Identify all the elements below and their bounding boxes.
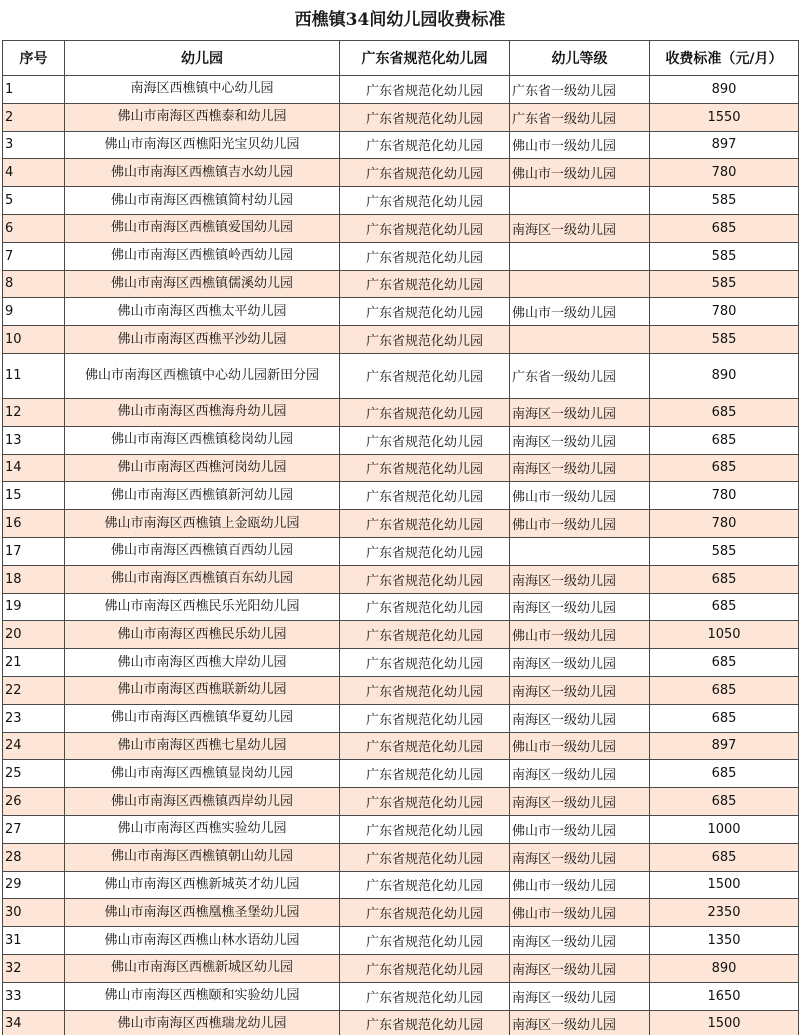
cell-level <box>510 326 650 354</box>
cell-cert: 广东省规范化幼儿园 <box>340 565 510 593</box>
header-name: 幼儿园 <box>65 41 340 76</box>
cell-cert: 广东省规范化幼儿园 <box>340 760 510 788</box>
table-row <box>3 565 799 593</box>
cell-no: 19 <box>3 593 65 621</box>
cell-level <box>510 242 650 270</box>
cell-cert: 广东省规范化幼儿园 <box>340 454 510 482</box>
cell-level: 南海区一级幼儿园 <box>510 788 650 816</box>
cell-name: 佛山市南海区西樵太平幼儿园 <box>65 298 340 326</box>
cell-cert: 广东省规范化幼儿园 <box>340 954 510 982</box>
cell-name: 佛山市南海区西樵大岸幼儿园 <box>65 649 340 677</box>
cell-no: 7 <box>3 242 65 270</box>
cell-fee: 890 <box>650 76 799 104</box>
cell-cert: 广东省规范化幼儿园 <box>340 899 510 927</box>
cell-cert: 广东省规范化幼儿园 <box>340 353 510 398</box>
table-header <box>3 41 799 76</box>
cell-name: 佛山市南海区西樵新城英才幼儿园 <box>65 871 340 899</box>
cell-level: 南海区一级幼儿园 <box>510 426 650 454</box>
table-row <box>3 760 799 788</box>
cell-cert: 广东省规范化幼儿园 <box>340 510 510 538</box>
cell-level: 广东省一级幼儿园 <box>510 76 650 104</box>
cell-cert: 广东省规范化幼儿园 <box>340 159 510 187</box>
table-row <box>3 899 799 927</box>
table-row <box>3 270 799 298</box>
cell-cert: 广东省规范化幼儿园 <box>340 649 510 677</box>
table-row <box>3 159 799 187</box>
cell-cert: 广东省规范化幼儿园 <box>340 103 510 131</box>
cell-fee: 685 <box>650 843 799 871</box>
cell-level: 南海区一级幼儿园 <box>510 676 650 704</box>
cell-fee: 1650 <box>650 982 799 1010</box>
cell-fee: 685 <box>650 676 799 704</box>
cell-no: 34 <box>3 1010 65 1035</box>
cell-name: 佛山市南海区西樵镇简村幼儿园 <box>65 187 340 215</box>
cell-name: 佛山市南海区西樵凰樵圣堡幼儿园 <box>65 899 340 927</box>
cell-fee: 685 <box>650 760 799 788</box>
table-row <box>3 353 799 398</box>
table-row <box>3 621 799 649</box>
cell-name: 佛山市南海区西樵镇朝山幼儿园 <box>65 843 340 871</box>
table-row <box>3 510 799 538</box>
table-row <box>3 704 799 732</box>
cell-no: 21 <box>3 649 65 677</box>
table-row <box>3 454 799 482</box>
cell-cert: 广东省规范化幼儿园 <box>340 426 510 454</box>
cell-name: 佛山市南海区西樵镇上金瓯幼儿园 <box>65 510 340 538</box>
cell-level: 佛山市一级幼儿园 <box>510 298 650 326</box>
cell-no: 32 <box>3 954 65 982</box>
cell-fee: 585 <box>650 187 799 215</box>
cell-level: 南海区一级幼儿园 <box>510 214 650 242</box>
cell-name: 佛山市南海区西樵海舟幼儿园 <box>65 398 340 426</box>
cell-level: 佛山市一级幼儿园 <box>510 159 650 187</box>
cell-fee: 685 <box>650 426 799 454</box>
table-body <box>3 76 799 1035</box>
cell-name: 佛山市南海区西樵平沙幼儿园 <box>65 326 340 354</box>
header-no: 序号 <box>3 41 65 76</box>
cell-level: 南海区一级幼儿园 <box>510 982 650 1010</box>
cell-name: 佛山市南海区西樵镇百东幼儿园 <box>65 565 340 593</box>
cell-fee: 1550 <box>650 103 799 131</box>
cell-fee: 780 <box>650 159 799 187</box>
cell-fee: 585 <box>650 326 799 354</box>
table-row <box>3 871 799 899</box>
cell-cert: 广东省规范化幼儿园 <box>340 187 510 215</box>
cell-level: 佛山市一级幼儿园 <box>510 131 650 159</box>
cell-no: 1 <box>3 76 65 104</box>
header-fee: 收费标准（元/月） <box>650 41 799 76</box>
table-row <box>3 398 799 426</box>
table-row <box>3 732 799 760</box>
cell-cert: 广东省规范化幼儿园 <box>340 131 510 159</box>
cell-cert: 广东省规范化幼儿园 <box>340 537 510 565</box>
cell-cert: 广东省规范化幼儿园 <box>340 326 510 354</box>
cell-name: 佛山市南海区西樵山林水语幼儿园 <box>65 927 340 955</box>
header-cert: 广东省规范化幼儿园 <box>340 41 510 76</box>
cell-fee: 1350 <box>650 927 799 955</box>
cell-no: 15 <box>3 482 65 510</box>
cell-cert: 广东省规范化幼儿园 <box>340 815 510 843</box>
cell-name: 佛山市南海区西樵镇岭西幼儿园 <box>65 242 340 270</box>
cell-name: 佛山市南海区西樵阳光宝贝幼儿园 <box>65 131 340 159</box>
cell-no: 26 <box>3 788 65 816</box>
cell-no: 33 <box>3 982 65 1010</box>
table-row <box>3 187 799 215</box>
cell-cert: 广东省规范化幼儿园 <box>340 704 510 732</box>
cell-level: 佛山市一级幼儿园 <box>510 815 650 843</box>
cell-level <box>510 537 650 565</box>
cell-level: 南海区一级幼儿园 <box>510 954 650 982</box>
cell-level: 南海区一级幼儿园 <box>510 927 650 955</box>
header-level: 幼儿等级 <box>510 41 650 76</box>
cell-no: 31 <box>3 927 65 955</box>
cell-name: 佛山市南海区西樵七星幼儿园 <box>65 732 340 760</box>
cell-no: 5 <box>3 187 65 215</box>
cell-no: 29 <box>3 871 65 899</box>
cell-no: 17 <box>3 537 65 565</box>
table-row <box>3 482 799 510</box>
cell-level: 南海区一级幼儿园 <box>510 649 650 677</box>
cell-no: 11 <box>3 353 65 398</box>
cell-cert: 广东省规范化幼儿园 <box>340 593 510 621</box>
cell-level: 佛山市一级幼儿园 <box>510 871 650 899</box>
cell-no: 28 <box>3 843 65 871</box>
cell-cert: 广东省规范化幼儿园 <box>340 482 510 510</box>
cell-name: 佛山市南海区西樵民乐幼儿园 <box>65 621 340 649</box>
cell-fee: 897 <box>650 131 799 159</box>
cell-level: 南海区一级幼儿园 <box>510 760 650 788</box>
cell-level: 广东省一级幼儿园 <box>510 103 650 131</box>
cell-name: 佛山市南海区西樵镇儒溪幼儿园 <box>65 270 340 298</box>
cell-no: 20 <box>3 621 65 649</box>
cell-no: 13 <box>3 426 65 454</box>
cell-name: 佛山市南海区西樵镇中心幼儿园新田分园 <box>65 353 340 398</box>
cell-no: 12 <box>3 398 65 426</box>
table-row <box>3 593 799 621</box>
table-row <box>3 1010 799 1035</box>
cell-level: 南海区一级幼儿园 <box>510 593 650 621</box>
cell-name: 佛山市南海区西樵新城区幼儿园 <box>65 954 340 982</box>
table-row <box>3 815 799 843</box>
cell-no: 22 <box>3 676 65 704</box>
cell-cert: 广东省规范化幼儿园 <box>340 676 510 704</box>
page-title: 西樵镇34间幼儿园收费标准 <box>294 10 506 30</box>
table-row <box>3 76 799 104</box>
cell-name: 佛山市南海区西樵瑞龙幼儿园 <box>65 1010 340 1035</box>
cell-fee: 685 <box>650 565 799 593</box>
cell-fee: 685 <box>650 454 799 482</box>
cell-name: 佛山市南海区西樵镇显岗幼儿园 <box>65 760 340 788</box>
cell-cert: 广东省规范化幼儿园 <box>340 1010 510 1035</box>
cell-fee: 585 <box>650 537 799 565</box>
cell-level: 佛山市一级幼儿园 <box>510 899 650 927</box>
table-row <box>3 298 799 326</box>
cell-level: 南海区一级幼儿园 <box>510 704 650 732</box>
cell-cert: 广东省规范化幼儿园 <box>340 982 510 1010</box>
cell-cert: 广东省规范化幼儿园 <box>340 242 510 270</box>
table-row <box>3 326 799 354</box>
cell-name: 佛山市南海区西樵镇百西幼儿园 <box>65 537 340 565</box>
cell-no: 30 <box>3 899 65 927</box>
table-row <box>3 214 799 242</box>
cell-fee: 1500 <box>650 871 799 899</box>
cell-cert: 广东省规范化幼儿园 <box>340 843 510 871</box>
cell-no: 6 <box>3 214 65 242</box>
table-row <box>3 426 799 454</box>
cell-cert: 广东省规范化幼儿园 <box>340 214 510 242</box>
cell-fee: 685 <box>650 398 799 426</box>
fee-table <box>2 40 799 1035</box>
cell-level: 广东省一级幼儿园 <box>510 353 650 398</box>
cell-cert: 广东省规范化幼儿园 <box>340 788 510 816</box>
cell-level: 南海区一级幼儿园 <box>510 454 650 482</box>
table-row <box>3 676 799 704</box>
cell-no: 3 <box>3 131 65 159</box>
cell-level: 佛山市一级幼儿园 <box>510 732 650 760</box>
cell-name: 佛山市南海区西樵镇爱国幼儿园 <box>65 214 340 242</box>
cell-fee: 1050 <box>650 621 799 649</box>
cell-level: 佛山市一级幼儿园 <box>510 510 650 538</box>
cell-fee: 685 <box>650 593 799 621</box>
cell-fee: 685 <box>650 788 799 816</box>
cell-cert: 广东省规范化幼儿园 <box>340 871 510 899</box>
cell-fee: 685 <box>650 214 799 242</box>
table-row <box>3 954 799 982</box>
cell-no: 27 <box>3 815 65 843</box>
cell-name: 佛山市南海区西樵镇华夏幼儿园 <box>65 704 340 732</box>
cell-name: 佛山市南海区西樵联新幼儿园 <box>65 676 340 704</box>
table-row <box>3 103 799 131</box>
cell-cert: 广东省规范化幼儿园 <box>340 270 510 298</box>
cell-cert: 广东省规范化幼儿园 <box>340 621 510 649</box>
cell-fee: 780 <box>650 510 799 538</box>
table-row <box>3 537 799 565</box>
table-row <box>3 131 799 159</box>
cell-level: 南海区一级幼儿园 <box>510 1010 650 1035</box>
cell-name: 佛山市南海区西樵颐和实验幼儿园 <box>65 982 340 1010</box>
cell-name: 佛山市南海区西樵镇新河幼儿园 <box>65 482 340 510</box>
cell-fee: 685 <box>650 704 799 732</box>
cell-level: 佛山市一级幼儿园 <box>510 482 650 510</box>
cell-fee: 685 <box>650 649 799 677</box>
cell-name: 佛山市南海区西樵河岗幼儿园 <box>65 454 340 482</box>
cell-no: 24 <box>3 732 65 760</box>
cell-level: 南海区一级幼儿园 <box>510 843 650 871</box>
cell-level: 南海区一级幼儿园 <box>510 398 650 426</box>
cell-no: 23 <box>3 704 65 732</box>
cell-fee: 780 <box>650 482 799 510</box>
cell-name: 佛山市南海区西樵民乐光阳幼儿园 <box>65 593 340 621</box>
cell-cert: 广东省规范化幼儿园 <box>340 298 510 326</box>
cell-cert: 广东省规范化幼儿园 <box>340 732 510 760</box>
cell-name: 佛山市南海区西樵镇西岸幼儿园 <box>65 788 340 816</box>
table-row <box>3 649 799 677</box>
cell-name: 佛山市南海区西樵镇吉水幼儿园 <box>65 159 340 187</box>
cell-name: 佛山市南海区西樵镇稔岗幼儿园 <box>65 426 340 454</box>
cell-fee: 890 <box>650 353 799 398</box>
cell-no: 10 <box>3 326 65 354</box>
table-row <box>3 927 799 955</box>
cell-no: 25 <box>3 760 65 788</box>
cell-name: 佛山市南海区西樵泰和幼儿园 <box>65 103 340 131</box>
cell-no: 18 <box>3 565 65 593</box>
cell-fee: 1000 <box>650 815 799 843</box>
cell-no: 2 <box>3 103 65 131</box>
cell-no: 9 <box>3 298 65 326</box>
table-row <box>3 242 799 270</box>
cell-cert: 广东省规范化幼儿园 <box>340 927 510 955</box>
cell-fee: 897 <box>650 732 799 760</box>
cell-cert: 广东省规范化幼儿园 <box>340 398 510 426</box>
cell-fee: 2350 <box>650 899 799 927</box>
cell-fee: 585 <box>650 270 799 298</box>
cell-fee: 585 <box>650 242 799 270</box>
cell-name: 南海区西樵镇中心幼儿园 <box>65 76 340 104</box>
cell-fee: 1500 <box>650 1010 799 1035</box>
cell-name: 佛山市南海区西樵实验幼儿园 <box>65 815 340 843</box>
header-row <box>3 41 799 76</box>
cell-cert: 广东省规范化幼儿园 <box>340 76 510 104</box>
cell-no: 14 <box>3 454 65 482</box>
cell-no: 16 <box>3 510 65 538</box>
cell-level <box>510 270 650 298</box>
cell-no: 8 <box>3 270 65 298</box>
table-row <box>3 982 799 1010</box>
table-row <box>3 843 799 871</box>
table-row <box>3 788 799 816</box>
cell-level: 佛山市一级幼儿园 <box>510 621 650 649</box>
cell-level <box>510 187 650 215</box>
cell-fee: 890 <box>650 954 799 982</box>
cell-level: 南海区一级幼儿园 <box>510 565 650 593</box>
cell-no: 4 <box>3 159 65 187</box>
cell-fee: 780 <box>650 298 799 326</box>
